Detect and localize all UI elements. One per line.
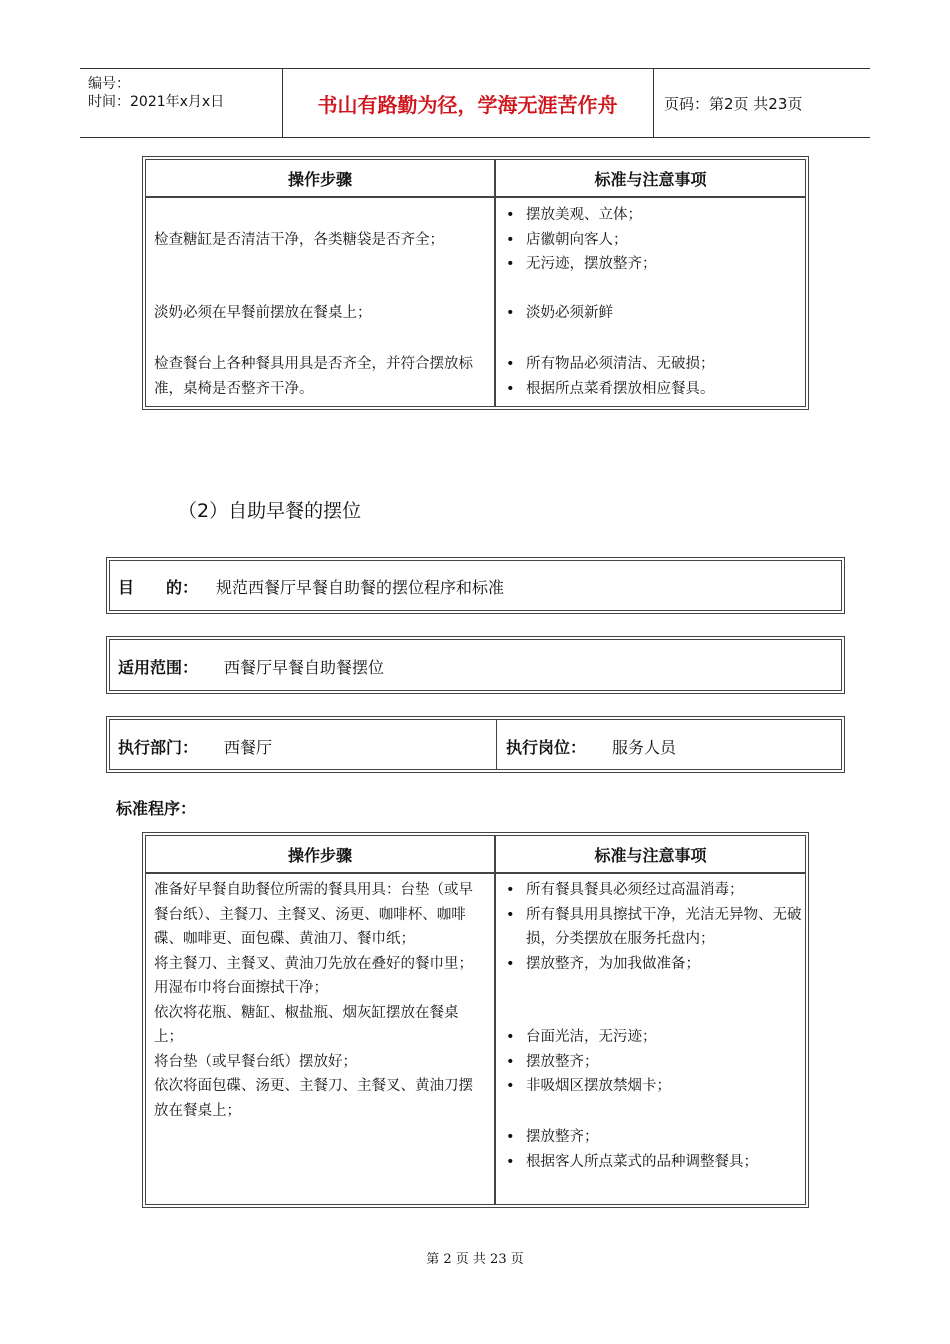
step-item: 检查餐台上各种餐具用具是否齐全，并符合摆放标准，桌椅是否整齐干净。 — [154, 356, 473, 397]
post-label: 执行岗位： — [506, 738, 587, 757]
step-item: 将主餐刀、主餐叉、黄油刀先放在叠好的餐巾里； — [154, 955, 473, 972]
note-item: • 所有物品必须清洁、无破损； — [500, 352, 800, 377]
column-header-steps: 操作步骤 — [287, 845, 352, 865]
note-item: • 摆放整齐，为加我做准备； — [500, 952, 802, 977]
procedure-table-2 — [145, 835, 806, 1205]
note-item: • 所有餐具餐具必须经过高温消毒； — [500, 878, 802, 903]
column-header-notes: 标准与注意事项 — [594, 845, 707, 865]
note-item: • 摆放整齐； — [500, 1050, 802, 1075]
column-header-notes: 标准与注意事项 — [594, 169, 707, 189]
number-label: 编号： — [88, 76, 130, 92]
motto: 书山有路勤为径，学海无涯苦作舟 — [317, 92, 618, 117]
execution-box — [109, 719, 842, 770]
document-header — [80, 68, 870, 138]
step-item: 将台垫（或早餐台纸）摆放好； — [154, 1053, 357, 1070]
note-item: • 店徽朝向客人； — [500, 228, 800, 253]
page-info: 页码：第2页 共23页 — [664, 95, 803, 113]
note-item: • 淡奶必须新鲜 — [500, 301, 800, 326]
note-item: • 无污迹，摆放整齐； — [500, 252, 800, 277]
scope-box — [109, 639, 842, 691]
note-item: • 根据所点菜肴摆放相应餐具。 — [500, 377, 800, 402]
step-item: 准备好早餐自助餐位所需的餐具用具：台垫（或早餐台纸）、主餐刀、主餐叉、汤更、咖啡杯、咖啡碟、咖啡更、面包碟、黄油刀、餐巾纸； — [154, 882, 473, 947]
page-footer: 第 2 页 共 23 页 — [426, 1252, 524, 1267]
note-item: • 所有餐具用具擦拭干净，光洁无异物、无破损，分类摆放在服务托盘内； — [500, 903, 802, 952]
procedure-table-1 — [145, 159, 806, 407]
scope-value: 西餐厅早餐自助餐摆位 — [224, 658, 385, 677]
note-item: • 根据客人所点菜式的品种调整餐具； — [500, 1150, 802, 1175]
step-item: 用湿布巾将台面擦拭干净； — [154, 980, 328, 996]
standard-procedure-label: 标准程序： — [116, 799, 197, 818]
department-label: 执行部门： — [118, 738, 199, 757]
post-value: 服务人员 — [612, 738, 677, 757]
purpose-box — [109, 560, 842, 611]
time-label: 时间：2021年x月x日 — [88, 94, 225, 110]
note-item: • 非吸烟区摆放禁烟卡； — [500, 1074, 802, 1099]
step-item: 检查糖缸是否清洁干净，各类糖袋是否齐全； — [154, 232, 444, 248]
note-item: • 摆放整齐； — [500, 1125, 802, 1150]
note-item: • 摆放美观、立体； — [500, 203, 800, 228]
step-item: 依次将面包碟、汤更、主餐刀、主餐叉、黄油刀摆放在餐桌上； — [154, 1078, 473, 1119]
column-header-steps: 操作步骤 — [287, 169, 352, 189]
department-value: 西餐厅 — [224, 738, 273, 757]
step-item: 依次将花瓶、糖缸、椒盐瓶、烟灰缸摆放在餐桌上； — [154, 1004, 459, 1045]
step-item: 淡奶必须在早餐前摆放在餐桌上； — [154, 305, 372, 321]
purpose-value: 规范西餐厅早餐自助餐的摆位程序和标准 — [216, 578, 505, 597]
scope-label: 适用范围： — [118, 658, 199, 677]
note-item: • 台面光洁，无污迹； — [500, 1025, 802, 1050]
section-title: （2）自助早餐的摆位 — [178, 500, 362, 522]
purpose-label: 目 的： — [118, 578, 199, 597]
